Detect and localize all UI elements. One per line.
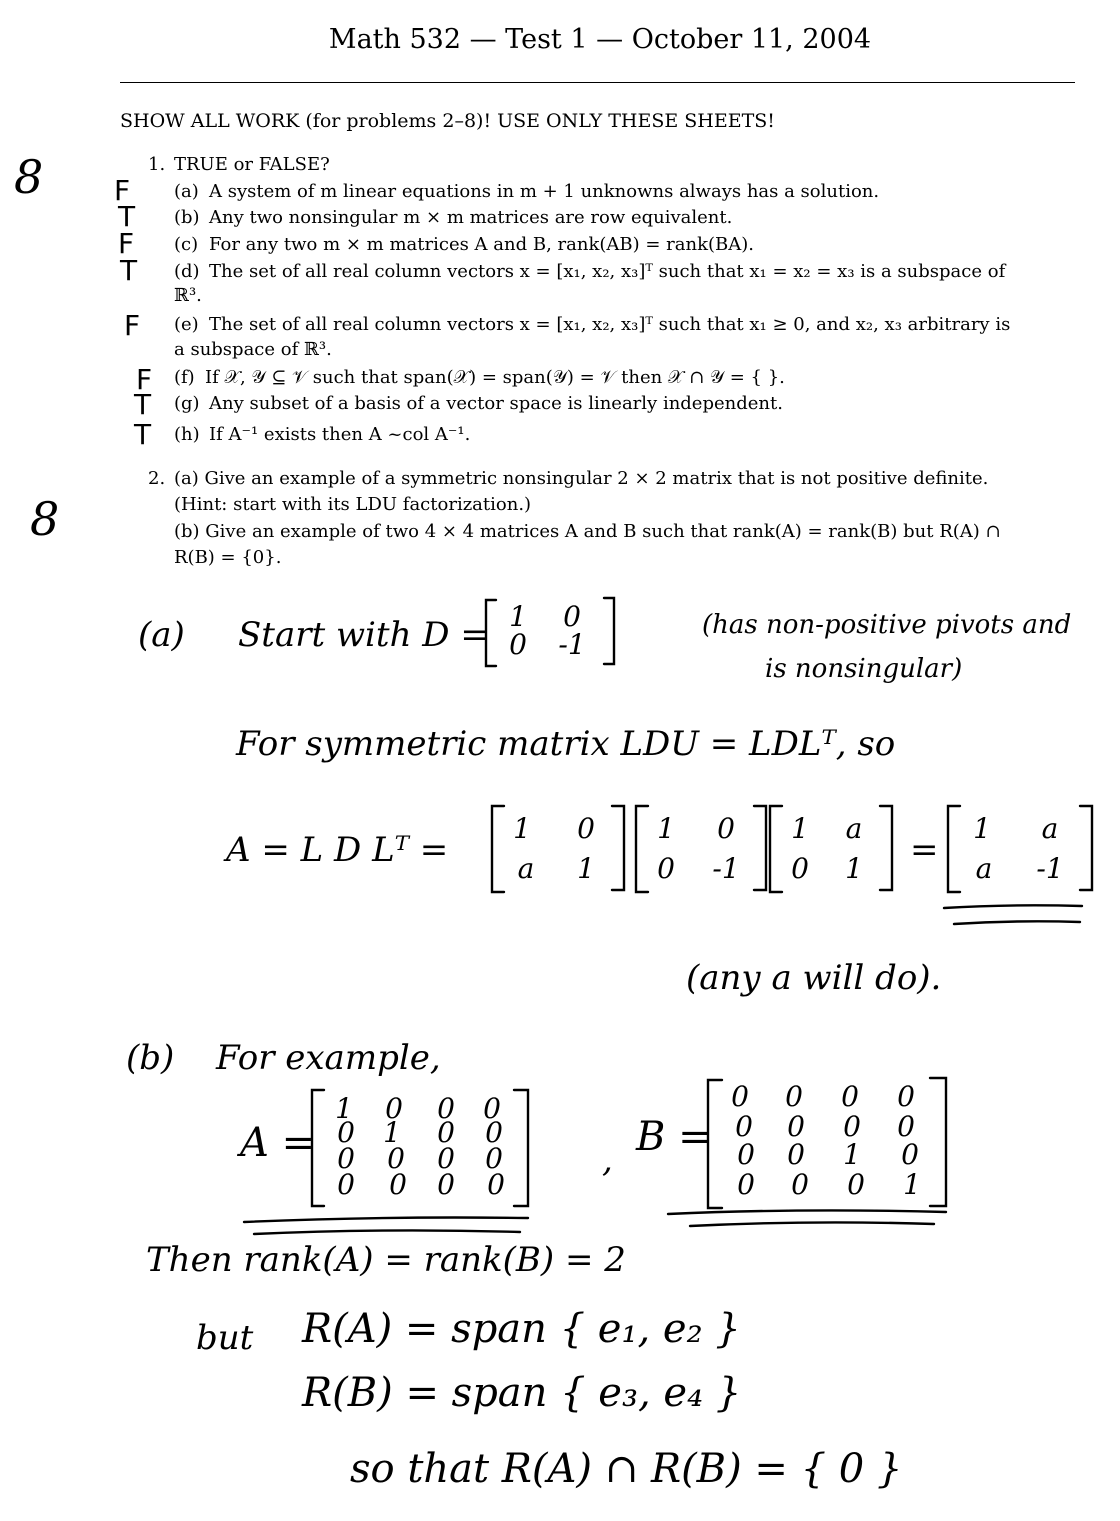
answer-mark-a: F: [114, 174, 131, 207]
bracket-result-left: [948, 806, 960, 892]
problem2-b-line1: (b) Give an example of two 4 × 4 matrices A and B such that rank(A) = rank(B) but R(A) ∩: [174, 521, 1001, 542]
matrix-B-cell: 0: [731, 1080, 749, 1113]
answer-mark-h: T: [134, 418, 152, 451]
matrix-L-cell: 1: [513, 812, 531, 845]
matrix-result-cell: -1: [1036, 852, 1064, 885]
matrix-B-cell: 0: [897, 1080, 915, 1113]
problem2-score: 8: [30, 492, 60, 546]
answer-mark-f: F: [136, 363, 153, 396]
item-a-text: A system of m linear equations in m + 1 unknowns always has a solution.: [209, 181, 880, 202]
matrix-B-cell: 0: [735, 1110, 753, 1143]
matrix-D-cell: 1: [509, 600, 527, 633]
item-e-cont: a subspace of ℝ³.: [174, 339, 332, 360]
bracket-LT-left: [770, 806, 782, 892]
answer-b-so: so that R(A) ∩ R(B) = { 0 }: [350, 1446, 903, 1492]
problem2-b-line2: R(B) = {0}.: [174, 547, 282, 568]
matrix-D2-cell: -1: [712, 852, 740, 885]
answer-b-intro: For example,: [216, 1038, 441, 1078]
bracket-L-right: [612, 806, 624, 890]
problem2-a-line2: (Hint: start with its LDU factorization.): [174, 494, 532, 515]
matrix-D-cell: -1: [558, 628, 586, 661]
matrix-A-cell: 0: [337, 1116, 355, 1149]
item-h-text: If A⁻¹ exists then A ~col A⁻¹.: [209, 424, 471, 445]
item-c-text: For any two m × m matrices A and B, rank(AB) = rank(BA).: [209, 234, 754, 255]
answer-b-label: (b): [126, 1038, 175, 1078]
bracket-L-left: [492, 806, 504, 892]
matrix-A-cell: 0: [485, 1116, 503, 1149]
item-d-text: The set of all real column vectors x = [x₁, x₂, x₃]ᵀ such that x₁ = x₂ = x₃ is a subspace of: [209, 261, 1006, 282]
matrix-A-cell: 0: [487, 1168, 505, 1201]
matrix-B-cell: 0: [785, 1080, 803, 1113]
problem1-score: 8: [14, 150, 44, 204]
answer-mark-b: T: [118, 200, 136, 233]
underline-A-2: [254, 1230, 520, 1234]
matrix-L-cell: a: [517, 852, 535, 885]
matrix-A-cell: 0: [437, 1092, 455, 1125]
bracket-D2-right: [754, 806, 766, 890]
matrix-A-cell: 1: [383, 1116, 401, 1149]
matrix-D-cell: 0: [509, 628, 527, 661]
underline-result-2: [954, 921, 1080, 924]
matrix-B-cell: 0: [791, 1168, 809, 1201]
item-c-label: (c): [174, 234, 199, 255]
matrix-D2-cell: 0: [717, 812, 735, 845]
matrix-B-cell: 1: [843, 1138, 861, 1171]
bracket-B-right: [930, 1078, 946, 1206]
matrix-B-cell: 0: [737, 1138, 755, 1171]
bracket-B-left: [708, 1080, 722, 1208]
matrix-B-cell: 0: [787, 1110, 805, 1143]
matrix-D2-cell: 0: [657, 852, 675, 885]
matrix-result-cell: a: [1041, 812, 1059, 845]
item-d-cont: ℝ³.: [174, 285, 202, 306]
bracket-result-right: [1080, 806, 1092, 890]
page-title: Math 532 — Test 1 — October 11, 2004: [328, 24, 872, 55]
matrix-A-cell: 0: [437, 1142, 455, 1175]
answer-a-note3: (any a will do).: [686, 958, 942, 998]
matrix-A-cell: 0: [387, 1142, 405, 1175]
bracket-D2-left: [636, 806, 648, 892]
instructions: SHOW ALL WORK (for problems 2–8)! USE ONLY THESE SHEETS!: [120, 110, 775, 132]
underline-result-1: [944, 905, 1082, 908]
matrix-LT-cell: 0: [791, 852, 809, 885]
matrix-L-cell: 1: [577, 852, 595, 885]
matrix-B-label: B =: [636, 1114, 712, 1160]
matrix-A-cell: 0: [337, 1168, 355, 1201]
matrix-B-cell: 0: [897, 1110, 915, 1143]
matrix-result-cell: a: [975, 852, 993, 885]
matrix-A-cell: 0: [389, 1168, 407, 1201]
item-b-text: Any two nonsingular m × m matrices are row equivalent.: [209, 207, 733, 228]
item-f-label: (f): [174, 367, 195, 388]
matrix-A-cell: 0: [385, 1092, 403, 1125]
matrix-A-label: A =: [240, 1120, 316, 1166]
answer-a-note1: (has non-positive pivots and: [702, 610, 1072, 640]
answer-mark-g: T: [134, 388, 152, 421]
matrix-A-cell: 0: [485, 1142, 503, 1175]
answer-mark-d: T: [120, 254, 138, 287]
bracket-LT-right: [880, 806, 892, 890]
item-g-label: (g): [174, 393, 200, 414]
item-f-text: If 𝒳, 𝒴 ⊆ 𝒱 such that span(𝒳) = span(𝒴) = 𝒱 then 𝒳 ∩ 𝒴 = { }.: [205, 367, 785, 388]
matrix-LT-cell: 1: [845, 852, 863, 885]
bracket-A-left: [312, 1090, 324, 1206]
matrix-A-cell: 0: [437, 1168, 455, 1201]
matrix-A-cell: 0: [337, 1142, 355, 1175]
answer-b-comma: ,: [602, 1140, 613, 1180]
matrix-B-cell: 0: [787, 1138, 805, 1171]
problem2-number: 2.: [148, 468, 166, 489]
answer-a-note2: is nonsingular): [765, 654, 963, 684]
answer-b-RA: R(A) = span { e₁, e₂ }: [302, 1306, 741, 1352]
bracket-D-left: [486, 600, 496, 666]
matrix-D2-cell: 1: [657, 812, 675, 845]
answer-a-line2: For symmetric matrix LDU = LDLᵀ, so: [236, 724, 896, 764]
answer-a-eq-lhs: A = L D Lᵀ =: [226, 830, 449, 870]
item-h-label: (h): [174, 424, 200, 445]
item-b-label: (b): [174, 207, 200, 228]
answer-mark-e: F: [124, 309, 141, 342]
underline-B-1: [668, 1210, 946, 1214]
matrix-B-cell: 0: [847, 1168, 865, 1201]
problem1-prompt: TRUE or FALSE?: [174, 154, 330, 175]
problem2-a-line1: (a) Give an example of a symmetric nonsingular 2 × 2 matrix that is not positive definite.: [174, 468, 989, 489]
matrix-L-cell: 0: [577, 812, 595, 845]
matrix-B-cell: 0: [901, 1138, 919, 1171]
answer-a-equals: =: [910, 830, 939, 870]
matrix-A-cell: 1: [335, 1092, 353, 1125]
answer-b-RB: R(B) = span { e₃, e₄ }: [302, 1370, 742, 1416]
bracket-A-right: [514, 1090, 528, 1206]
matrix-B-cell: 1: [903, 1168, 921, 1201]
matrix-LT-cell: 1: [791, 812, 809, 845]
matrix-B-cell: 0: [737, 1168, 755, 1201]
answer-b-but: but: [196, 1318, 254, 1358]
matrix-B-cell: 0: [841, 1080, 859, 1113]
answer-a-label: (a): [138, 615, 185, 655]
item-e-label: (e): [174, 314, 199, 335]
item-a-label: (a): [174, 181, 199, 202]
matrix-LT-cell: a: [845, 812, 863, 845]
answer-b-then: Then rank(A) = rank(B) = 2: [146, 1240, 626, 1280]
matrix-D-cell: 0: [563, 600, 581, 633]
answer-a-start: Start with D =: [238, 615, 489, 655]
matrix-A-cell: 0: [483, 1092, 501, 1125]
bracket-D-right: [604, 598, 614, 664]
underline-B-2: [690, 1222, 934, 1226]
answer-mark-c: F: [118, 227, 135, 260]
matrix-result-cell: 1: [973, 812, 991, 845]
item-d-label: (d): [174, 261, 200, 282]
matrix-A-cell: 0: [437, 1116, 455, 1149]
problem1-number: 1.: [148, 154, 166, 175]
underline-A-1: [244, 1218, 528, 1223]
matrix-B-cell: 0: [843, 1110, 861, 1143]
item-g-text: Any subset of a basis of a vector space is linearly independent.: [209, 393, 783, 414]
item-e-text: The set of all real column vectors x = [x₁, x₂, x₃]ᵀ such that x₁ ≥ 0, and x₂, x₃ arbitrary is: [209, 314, 1011, 335]
